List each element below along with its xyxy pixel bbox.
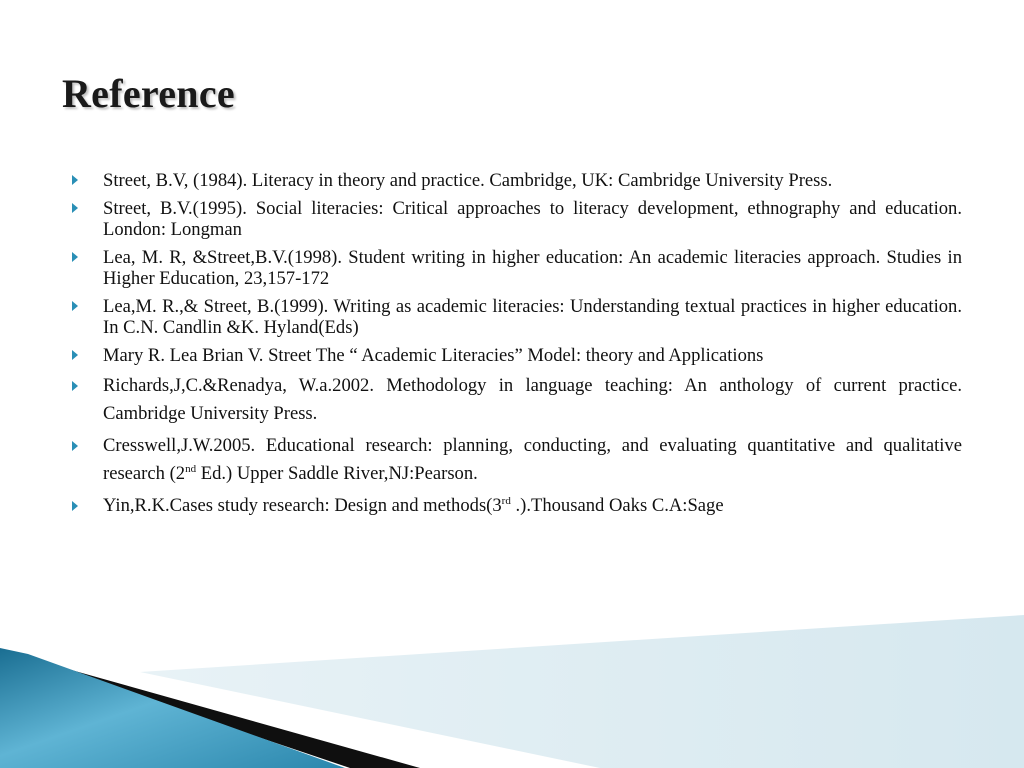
reference-list: [72, 170, 962, 520]
reference-text: [103, 495, 724, 516]
reference-text: Lea, M. R, &Street,B.V.(1998). Student writing in higher education: An academic literacies approach. Studies in Higher Education, 23,157-172: [103, 247, 962, 289]
reference-text-part: Cresswell,J.W.2005. Educational research: planning, conducting, and evaluating quantitative and qualitative research (2: [103, 435, 962, 484]
bullet-arrow-icon: [72, 301, 78, 311]
bullet-arrow-icon: [72, 381, 78, 391]
reference-text: Mary R. Lea Brian V. Street The “ Academic Literacies” Model: theory and Applications: [103, 345, 764, 366]
reference-text: Street, B.V, (1984). Literacy in theory and practice. Cambridge, UK: Cambridge University Press.: [103, 170, 833, 191]
bullet-arrow-icon: [72, 441, 78, 451]
reference-text: [103, 435, 962, 484]
reference-text-part: Ed.) Upper Saddle River,NJ:Pearson.: [196, 463, 478, 484]
list-item: [72, 432, 962, 488]
superscript: nd: [185, 463, 197, 475]
list-item: [72, 170, 962, 191]
reference-text: Street, B.V.(1995). Social literacies: Critical approaches to literacy development, ethnography and education. London: Longman: [103, 198, 962, 240]
list-item: [72, 372, 962, 428]
reference-text-part: Yin,R.K.Cases study research: Design and methods(3: [103, 495, 502, 516]
bullet-arrow-icon: [72, 175, 78, 185]
list-item: [72, 296, 962, 338]
reference-text: Lea,M. R.,& Street, B.(1999). Writing as academic literacies: Understanding textual practices in higher education. In C.N. Candlin &K. Hyland(Eds): [103, 296, 962, 338]
bullet-arrow-icon: [72, 252, 78, 262]
list-item: [72, 198, 962, 240]
list-item: [72, 345, 962, 366]
superscript: rd: [501, 495, 511, 507]
list-item: [72, 492, 962, 520]
reference-text: Richards,J,C.&Renadya, W.a.2002. Methodology in language teaching: An anthology of current practice. Cambridge University Press.: [103, 375, 962, 424]
list-item: [72, 247, 962, 289]
bullet-arrow-icon: [72, 203, 78, 213]
slide-title: Reference: [62, 71, 235, 116]
reference-text-part: .).Thousand Oaks C.A:Sage: [510, 495, 724, 516]
bullet-arrow-icon: [72, 350, 78, 360]
bullet-arrow-icon: [72, 501, 78, 511]
